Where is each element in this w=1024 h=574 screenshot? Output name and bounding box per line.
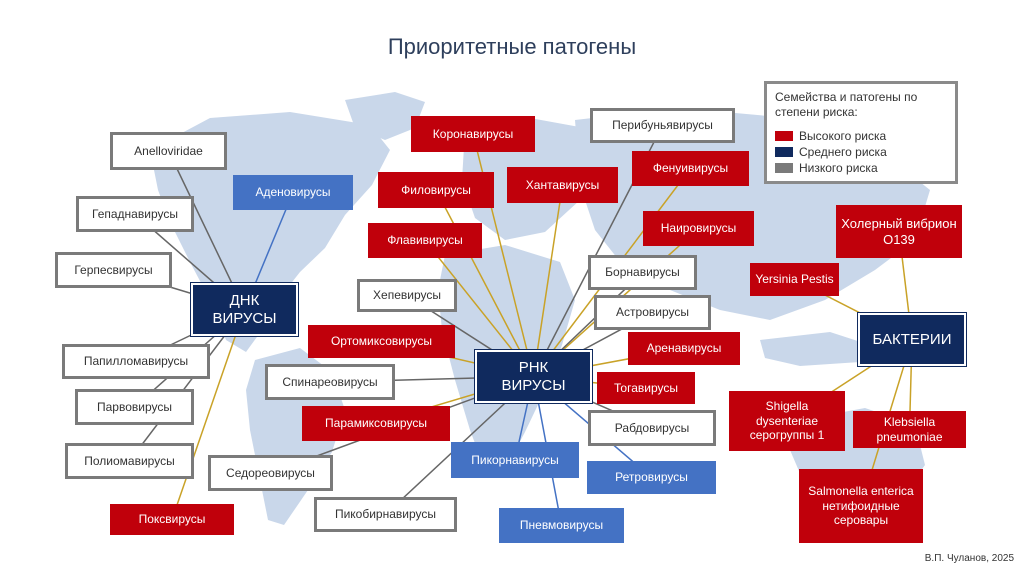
- page-title: Приоритетные патогены: [387, 34, 637, 59]
- legend-label-low: Низкого риска: [799, 161, 878, 175]
- node-shigella-dysenteriae: Shigella dysenteriae серогруппы 1: [729, 391, 845, 451]
- node-flavivirus: Флавивирусы: [368, 223, 482, 258]
- node-picornavirus: Пикорнавирусы: [451, 442, 579, 478]
- node-sedoreovirus: Седореовирусы: [208, 455, 333, 491]
- legend-item-high: [775, 128, 947, 144]
- node-peribunyavirus: Перибуньявирусы: [590, 108, 735, 143]
- node-arenavirus: Аренавирусы: [628, 332, 740, 365]
- node-picobirnavirus: Пикобирнавирусы: [314, 497, 457, 532]
- author-credit: В.П. Чуланов, 2025: [924, 553, 1014, 564]
- node-poxvirus: Поксвирусы: [110, 504, 234, 535]
- node-adenovirus: Аденовирусы: [233, 175, 353, 210]
- node-astrovirus: Астровирусы: [594, 295, 711, 330]
- node-hantavirus: Хантавирусы: [507, 167, 618, 203]
- node-paramyxovirus: Парамиксовирусы: [302, 406, 450, 441]
- node-hepevirus: Хепевирусы: [357, 279, 457, 312]
- node-rhabdovirus: Рабдовирусы: [588, 410, 716, 446]
- legend-swatch-medium: [775, 147, 793, 157]
- node-salmonella-enterica: Salmonella enterica нетифоидные серовары: [799, 469, 923, 543]
- node-orthomyxovirus: Ортомиксовирусы: [308, 325, 455, 358]
- node-pneumovirus: Пневмовирусы: [499, 508, 624, 543]
- risk-legend: [764, 81, 958, 184]
- legend-item-medium: [775, 144, 947, 160]
- legend-label-medium: Среднего риска: [799, 145, 887, 159]
- legend-label-high: Высокого риска: [799, 129, 887, 143]
- node-papillomavirus: Папилломавирусы: [62, 344, 210, 379]
- node-klebsiella-pneumoniae: Klebsiella pneumoniae: [853, 411, 966, 448]
- node-bornavirus: Борнавирусы: [588, 255, 697, 290]
- legend-heading: Семейства и патогены по степени риска:: [775, 90, 918, 119]
- node-togavirus: Тогавирусы: [597, 372, 695, 404]
- hub-dna-viruses: ДНК ВИРУСЫ: [191, 283, 298, 336]
- node-coronavirus: Коронавирусы: [411, 116, 535, 152]
- node-hepadnavirus: Гепаднавирусы: [76, 196, 194, 232]
- node-anelloviridae: Anelloviridae: [110, 132, 227, 170]
- node-retrovirus: Ретровирусы: [587, 461, 716, 494]
- hub-rna-viruses: РНК ВИРУСЫ: [475, 350, 592, 403]
- node-herpesvirus: Герпесвирусы: [55, 252, 172, 288]
- node-polyomavirus: Полиомавирусы: [65, 443, 194, 479]
- node-parvovirus: Парвовирусы: [75, 389, 194, 425]
- node-nairovirus: Наировирусы: [643, 211, 754, 246]
- legend-swatch-low: [775, 163, 793, 173]
- legend-item-low: [775, 160, 947, 176]
- node-yersinia-pestis: Yersinia Pestis: [750, 263, 839, 296]
- node-vibrio-cholerae-o139: Холерный вибрион O139: [836, 205, 962, 258]
- node-filovirus: Филовирусы: [378, 172, 494, 208]
- hub-bacteria: БАКТЕРИИ: [858, 313, 966, 366]
- node-fenuivirus: Фенуивирусы: [632, 151, 749, 186]
- legend-swatch-high: [775, 131, 793, 141]
- node-spinareovirus: Спинареовирусы: [265, 364, 395, 400]
